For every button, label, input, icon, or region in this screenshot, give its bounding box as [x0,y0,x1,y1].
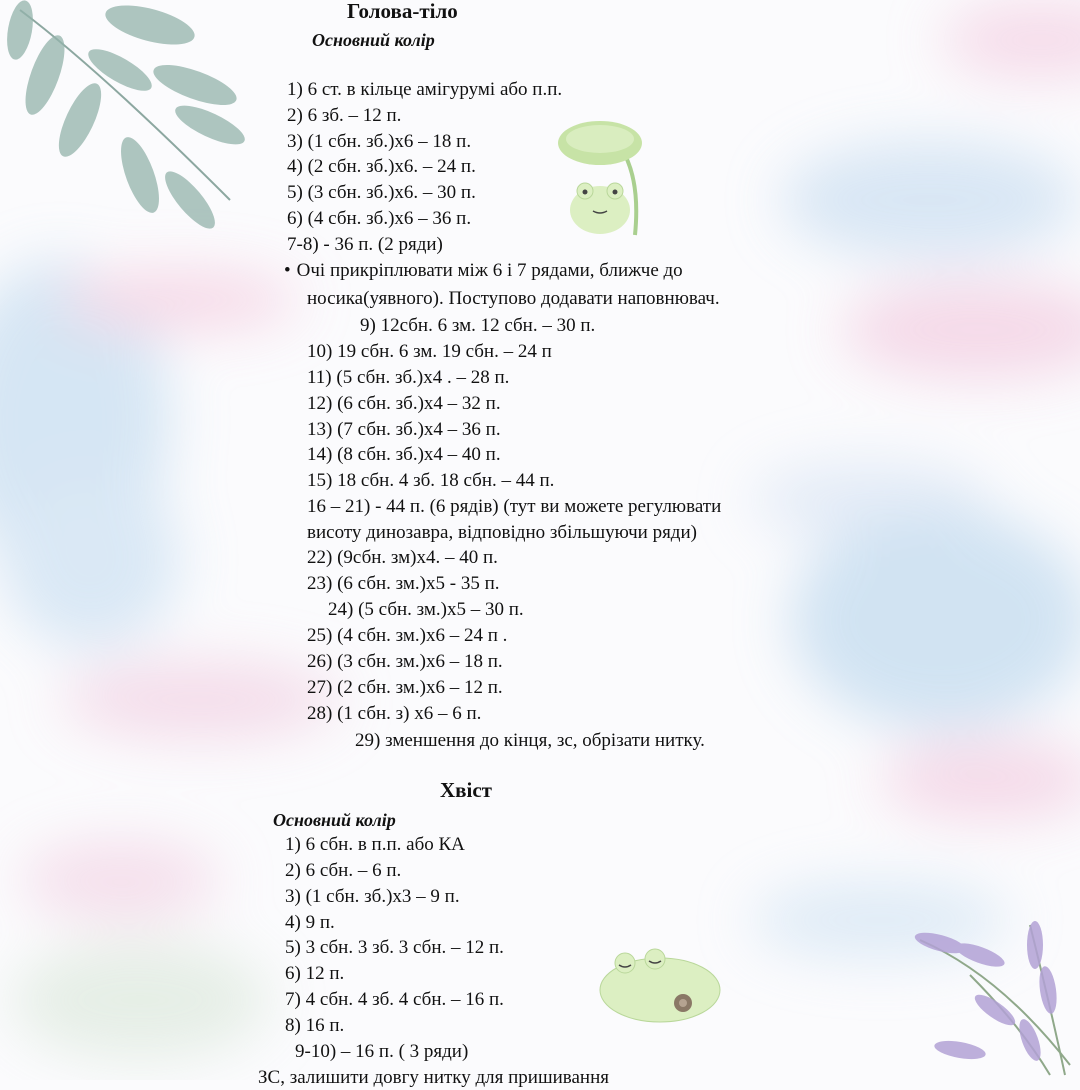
pattern-row: 3) (1 сбн. зб.)х6 – 18 п. [287,131,472,152]
section-title-tail: Хвіст [440,778,492,802]
pattern-row: 1) 6 ст. в кільце амігурумі або п.п. [287,79,563,100]
note-line: • Очі прикріплювати між 6 і 7 рядами, ближче до [284,259,683,283]
pattern-row: 10) 19 сбн. 6 зм. 19 сбн. – 24 п [307,341,552,362]
pattern-row: 7-8) - 36 п. (2 ряди) [287,234,443,255]
pattern-row: 27) (2 сбн. зм.)х6 – 12 п. [307,677,503,698]
pattern-row: 28) (1 сбн. з) х6 – 6 п. [307,703,482,724]
section-subtitle: Основний колір [312,30,435,50]
pattern-row: 1) 6 сбн. в п.п. або КА [285,834,465,855]
pattern-row: 26) (3 сбн. зм.)х6 – 18 п. [307,651,503,672]
pattern-row: 12) (6 сбн. зб.)х4 – 32 п. [307,393,501,414]
pattern-row: 23) (6 сбн. зм.)х5 - 35 п. [307,573,500,594]
pattern-row: 3) (1 сбн. зб.)х3 – 9 п. [285,886,460,907]
pattern-row: 7) 4 сбн. 4 зб. 4 сбн. – 16 п. [285,989,504,1010]
pattern-row: 25) (4 сбн. зм.)х6 – 24 п . [307,625,508,646]
pattern-row: 22) (9сбн. зм)х4. – 40 п. [307,547,498,568]
pattern-row: 5) 3 сбн. 3 зб. 3 сбн. – 12 п. [285,937,504,958]
pattern-row: 13) (7 сбн. зб.)х4 – 36 п. [307,419,501,440]
pattern-row: 9) 12сбн. 6 зм. 12 сбн. – 30 п. [360,315,596,336]
section-title-head-body: Голова-тіло [347,0,458,23]
note-line: носика(уявного). Поступово додавати наповнювач. [307,288,720,309]
pattern-row: 2) 6 зб. – 12 п. [287,105,402,126]
pattern-row: 6) (4 сбн. зб.)х6 – 36 п. [287,208,472,229]
pattern-row: 29) зменшення до кінця, зс, обрізати нитку. [355,730,705,751]
pattern-row: 14) (8 сбн. зб.)х4 – 40 п. [307,444,501,465]
pattern-row: 11) (5 сбн. зб.)х4 . – 28 п. [307,367,510,388]
pattern-row: ЗС, залишити довгу нитку для пришивання [258,1067,609,1088]
pattern-row: 2) 6 сбн. – 6 п. [285,860,402,881]
pattern-row: 8) 16 п. [285,1015,345,1036]
pattern-row: 9-10) – 16 п. ( 3 ряди) [295,1041,469,1062]
pattern-row: 6) 12 п. [285,963,345,984]
pattern-row: 15) 18 сбн. 4 зб. 18 сбн. – 44 п. [307,470,555,491]
pattern-row: висоту динозавра, відповідно збільшуючи ряди) [307,522,697,543]
section-subtitle: Основний колір [273,810,396,830]
pattern-row: 4) (2 сбн. зб.)х6. – 24 п. [287,156,476,177]
pattern-row: 4) 9 п. [285,912,335,933]
pattern-row: 5) (3 сбн. зб.)х6. – 30 п. [287,182,476,203]
pattern-row: 24) (5 сбн. зм.)х5 – 30 п. [328,599,524,620]
pattern-row: 16 – 21) - 44 п. (6 рядів) (тут ви можете регулювати [307,496,722,517]
